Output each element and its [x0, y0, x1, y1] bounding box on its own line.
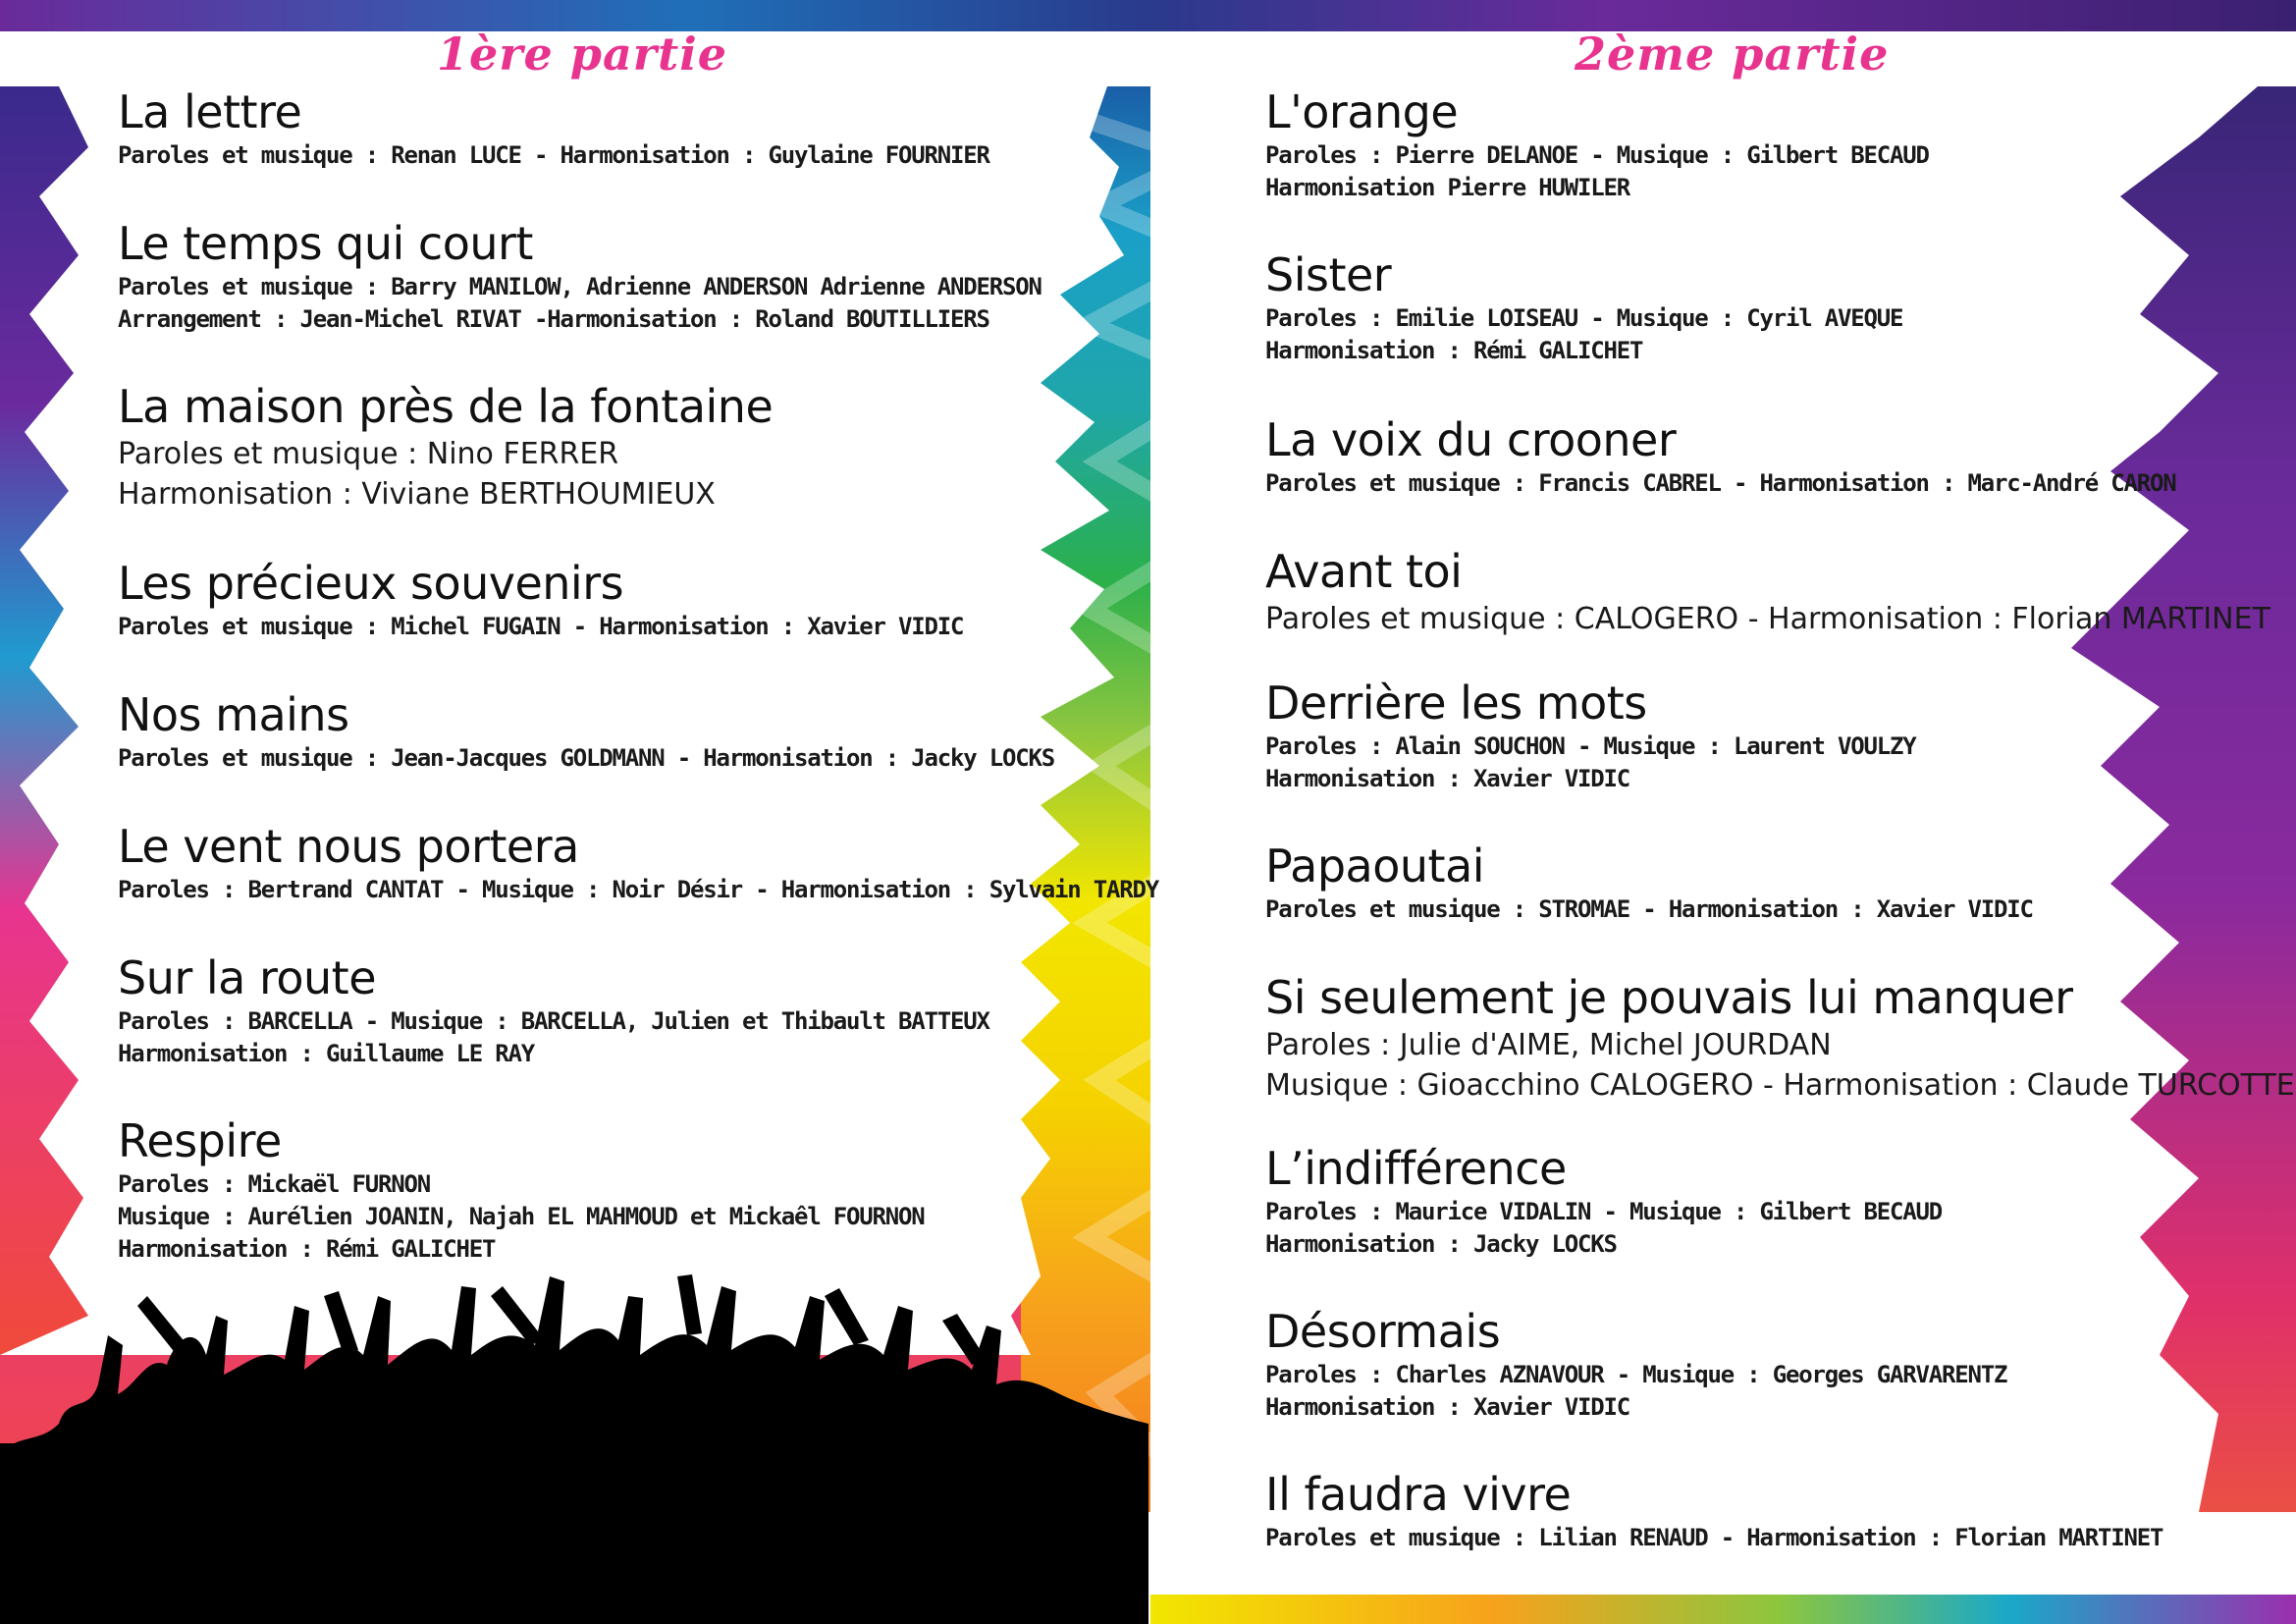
song-title: Derrière les mots	[1265, 677, 1647, 730]
song-title: La voix du crooner	[1265, 413, 1677, 466]
song-credit: Paroles et musique : STROMAE - Harmonisation : Xavier VIDIC	[1265, 895, 2033, 923]
song-credit: Paroles et musique : Barry MANILOW, Adrienne ANDERSON Adrienne ANDERSON	[118, 273, 1041, 300]
song-credit: Paroles : Pierre DELANOE - Musique : Gilbert BECAUD	[1265, 141, 1929, 169]
song-title: Avant toi	[1265, 545, 1463, 598]
second-part-heading: 2ème partie	[1575, 27, 1890, 81]
song-title: Nos mains	[118, 688, 349, 741]
song-item	[118, 84, 989, 172]
song-item	[118, 1113, 924, 1266]
song-credit: Musique : Aurélien JOANIN, Najah EL MAHMOUD et Mickaêl FOURNON	[118, 1203, 925, 1230]
song-item	[1265, 1304, 2006, 1424]
song-credit: Harmonisation Pierre HUWILER	[1265, 174, 1629, 201]
song-credit: Harmonisation : Rémi GALICHET	[118, 1235, 496, 1263]
song-title: La lettre	[118, 85, 302, 138]
song-credit: Musique : Gioacchino CALOGERO - Harmonisation : Claude TURCOTTE	[1265, 1068, 2295, 1103]
song-credit: Paroles : Mickaël FURNON	[118, 1170, 430, 1198]
song-credit: Arrangement : Jean-Michel RIVAT -Harmonisation : Roland BOUTILLIERS	[118, 305, 989, 333]
song-title: Sur la route	[118, 951, 377, 1004]
song-credit: Paroles : Alain SOUCHON - Musique : Laurent VOULZY	[1265, 732, 1916, 760]
song-title: Désormais	[1265, 1305, 1501, 1358]
song-title: Respire	[118, 1114, 282, 1167]
song-credit: Harmonisation : Xavier VIDIC	[1265, 1393, 1629, 1421]
song-item	[1265, 676, 1915, 795]
song-item	[118, 379, 773, 514]
song-title: Le temps qui court	[118, 217, 533, 270]
song-item	[1265, 970, 2295, 1106]
song-credit: Harmonisation : Viviane BERTHOUMIEUX	[118, 477, 716, 512]
song-credit: Paroles et musique : CALOGERO - Harmonisation : Florian MARTINET	[1265, 602, 2270, 636]
song-credit: Paroles et musique : Francis CABREL - Harmonisation : Marc-André CARON	[1265, 469, 2176, 497]
song-credit: Paroles : Emilie LOISEAU - Musique : Cyril AVEQUE	[1265, 304, 1903, 332]
song-item	[1265, 1467, 2163, 1554]
song-title: L'orange	[1265, 85, 1459, 138]
song-credit: Paroles et musique : Michel FUGAIN - Harmonisation : Xavier VIDIC	[118, 613, 964, 640]
song-credit: Harmonisation : Rémi GALICHET	[1265, 337, 1643, 364]
song-credit: Paroles et musique : Jean-Jacques GOLDMANN - Harmonisation : Jacky LOCKS	[118, 744, 1054, 772]
song-credit: Harmonisation : Jacky LOCKS	[1265, 1230, 1617, 1258]
song-title: Sister	[1265, 248, 1392, 301]
song-item	[118, 216, 1041, 336]
song-credit: Paroles : Bertrand CANTAT - Musique : Noir Désir - Harmonisation : Sylvain TARDY	[118, 876, 1158, 903]
song-item	[118, 819, 1158, 906]
song-item	[1265, 412, 2175, 500]
song-credit: Paroles et musique : Nino FERRER	[118, 437, 619, 471]
song-credit: Harmonisation : Xavier VIDIC	[1265, 765, 1629, 792]
song-credit: Paroles et musique : Renan LUCE - Harmonisation : Guylaine FOURNIER	[118, 141, 989, 169]
song-title: Papaoutai	[1265, 839, 1485, 893]
song-title: L’indifférence	[1265, 1142, 1567, 1195]
song-item	[118, 687, 1054, 775]
song-item	[1265, 247, 1902, 367]
song-credit: Paroles : Julie d'AIME, Michel JOURDAN	[1265, 1028, 1832, 1062]
song-credit: Paroles : BARCELLA - Musique : BARCELLA, Julien et Thibault BATTEUX	[118, 1007, 989, 1035]
song-item	[1265, 544, 2270, 639]
song-item	[1265, 1141, 1942, 1261]
song-credit: Harmonisation : Guillaume LE RAY	[118, 1040, 534, 1067]
second-part-panel	[1150, 0, 2296, 1624]
song-title: Le vent nous portera	[118, 820, 579, 873]
song-item	[118, 556, 963, 643]
song-credit: Paroles et musique : Lilian RENAUD - Harmonisation : Florian MARTINET	[1265, 1524, 2163, 1551]
song-title: Il faudra vivre	[1265, 1468, 1572, 1521]
song-title: Les précieux souvenirs	[118, 557, 624, 610]
song-title: La maison près de la fontaine	[118, 380, 774, 433]
song-credit: Paroles : Charles AZNAVOUR - Musique : Georges GARVARENTZ	[1265, 1361, 2007, 1388]
song-title: Si seulement je pouvais lui manquer	[1265, 971, 2073, 1024]
song-credit: Paroles : Maurice VIDALIN - Musique : Gilbert BECAUD	[1265, 1198, 1942, 1225]
song-item	[118, 950, 989, 1070]
song-item	[1265, 84, 1929, 204]
first-part-heading: 1ère partie	[437, 27, 727, 81]
song-item	[1265, 839, 2033, 926]
